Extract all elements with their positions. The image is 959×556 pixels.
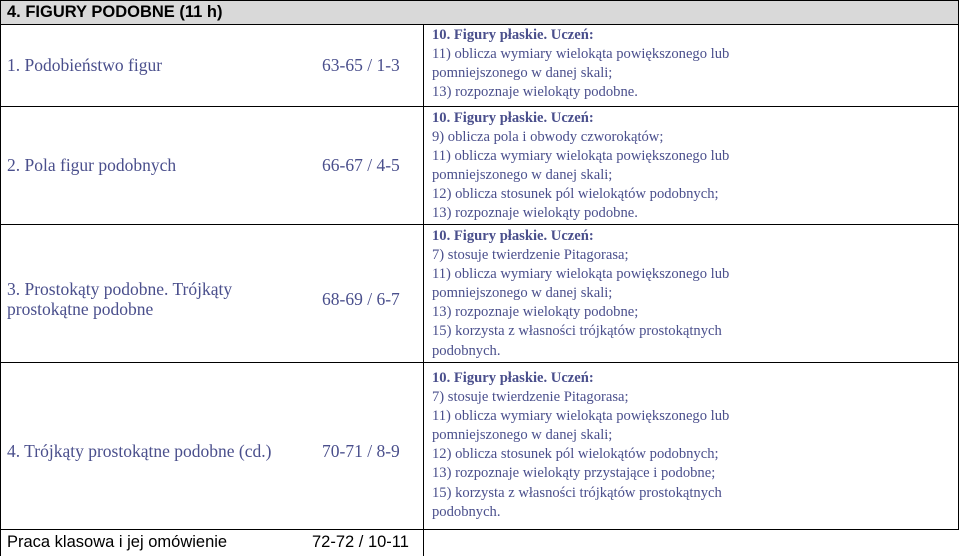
requirement-line: 11) oblicza wymiary wielokąta powiększonego lub [432, 46, 730, 63]
requirements-cell [432, 109, 729, 224]
requirement-line: pomniejszonego w danej skali; [432, 65, 613, 82]
requirement-line: 11) oblicza wymiary wielokąta powiększonego lub [432, 148, 730, 165]
requirement-line: 11) oblicza wymiary wielokąta powiększonego lub [432, 266, 730, 283]
row-divider-3 [0, 362, 959, 363]
requirement-line: pomniejszonego w danej skali; [432, 427, 613, 444]
requirements-cell [432, 227, 729, 361]
requirement-line: 12) oblicza stosunek pól wielokątów podobnych; [432, 186, 719, 203]
requirement-line: 12) oblicza stosunek pól wielokątów podobnych; [432, 446, 719, 463]
topic-cell: 3. Prostokąty podobne. Trójkąty [7, 279, 233, 299]
requirement-line: 13) rozpoznaje wielokąty podobne. [432, 205, 638, 222]
requirements-cell [432, 26, 729, 102]
requirement-line: 9) oblicza pola i obwody czworokątów; [432, 129, 664, 146]
topic-cell: 4. Trójkąty prostokątne podobne (cd.) [7, 441, 272, 461]
column-divider [423, 24, 424, 556]
requirement-line: 15) korzysta z własności trójkątów prostokątnych [432, 323, 722, 340]
row-divider-1 [0, 106, 959, 107]
requirements-heading: 10. Figury płaskie. Uczeń: [432, 110, 594, 126]
row-divider-2 [0, 224, 959, 225]
test-pages-cell: 72-72 / 10-11 [312, 533, 409, 551]
requirement-line: pomniejszonego w danej skali; [432, 167, 613, 184]
requirement-line: 13) rozpoznaje wielokąty przystające i podobne; [432, 465, 716, 482]
topic-cell-line-2: prostokątne podobne [7, 299, 154, 319]
pages-cell: 63-65 / 1-3 [322, 55, 400, 75]
requirement-line: pomniejszonego w danej skali; [432, 285, 613, 302]
requirement-line: podobnych. [432, 503, 501, 520]
requirement-line: 7) stosuje twierdzenie Pitagorasa; [432, 247, 629, 264]
requirement-line: 11) oblicza wymiary wielokąta powiększonego lub [432, 408, 730, 425]
row-divider-4 [0, 529, 959, 530]
requirement-line: 15) korzysta z własności trójkątów prostokątnych [432, 484, 722, 501]
table-border-top [0, 0, 959, 1]
header-divider [0, 24, 959, 25]
section-title: 4. FIGURY PODOBNE (11 h) [7, 3, 223, 21]
requirements-heading: 10. Figury płaskie. Uczeń: [432, 27, 594, 43]
requirements-heading: 10. Figury płaskie. Uczeń: [432, 370, 594, 386]
pages-cell: 68-69 / 6-7 [322, 289, 400, 309]
requirements-cell [432, 369, 729, 522]
table-border-left [0, 0, 1, 556]
topic-cell: 2. Pola figur podobnych [7, 155, 177, 175]
requirement-line: 13) rozpoznaje wielokąty podobne; [432, 304, 639, 321]
requirement-line: 7) stosuje twierdzenie Pitagorasa; [432, 389, 629, 406]
pages-cell: 70-71 / 8-9 [322, 441, 400, 461]
topic-cell: 1. Podobieństwo figur [7, 55, 163, 75]
requirement-line: podobnych. [432, 342, 501, 359]
requirements-heading: 10. Figury płaskie. Uczeń: [432, 228, 594, 244]
test-topic-cell: Praca klasowa i jej omówienie [7, 533, 228, 551]
pages-cell: 66-67 / 4-5 [322, 155, 400, 175]
requirement-line: 13) rozpoznaje wielokąty podobne. [432, 84, 638, 101]
